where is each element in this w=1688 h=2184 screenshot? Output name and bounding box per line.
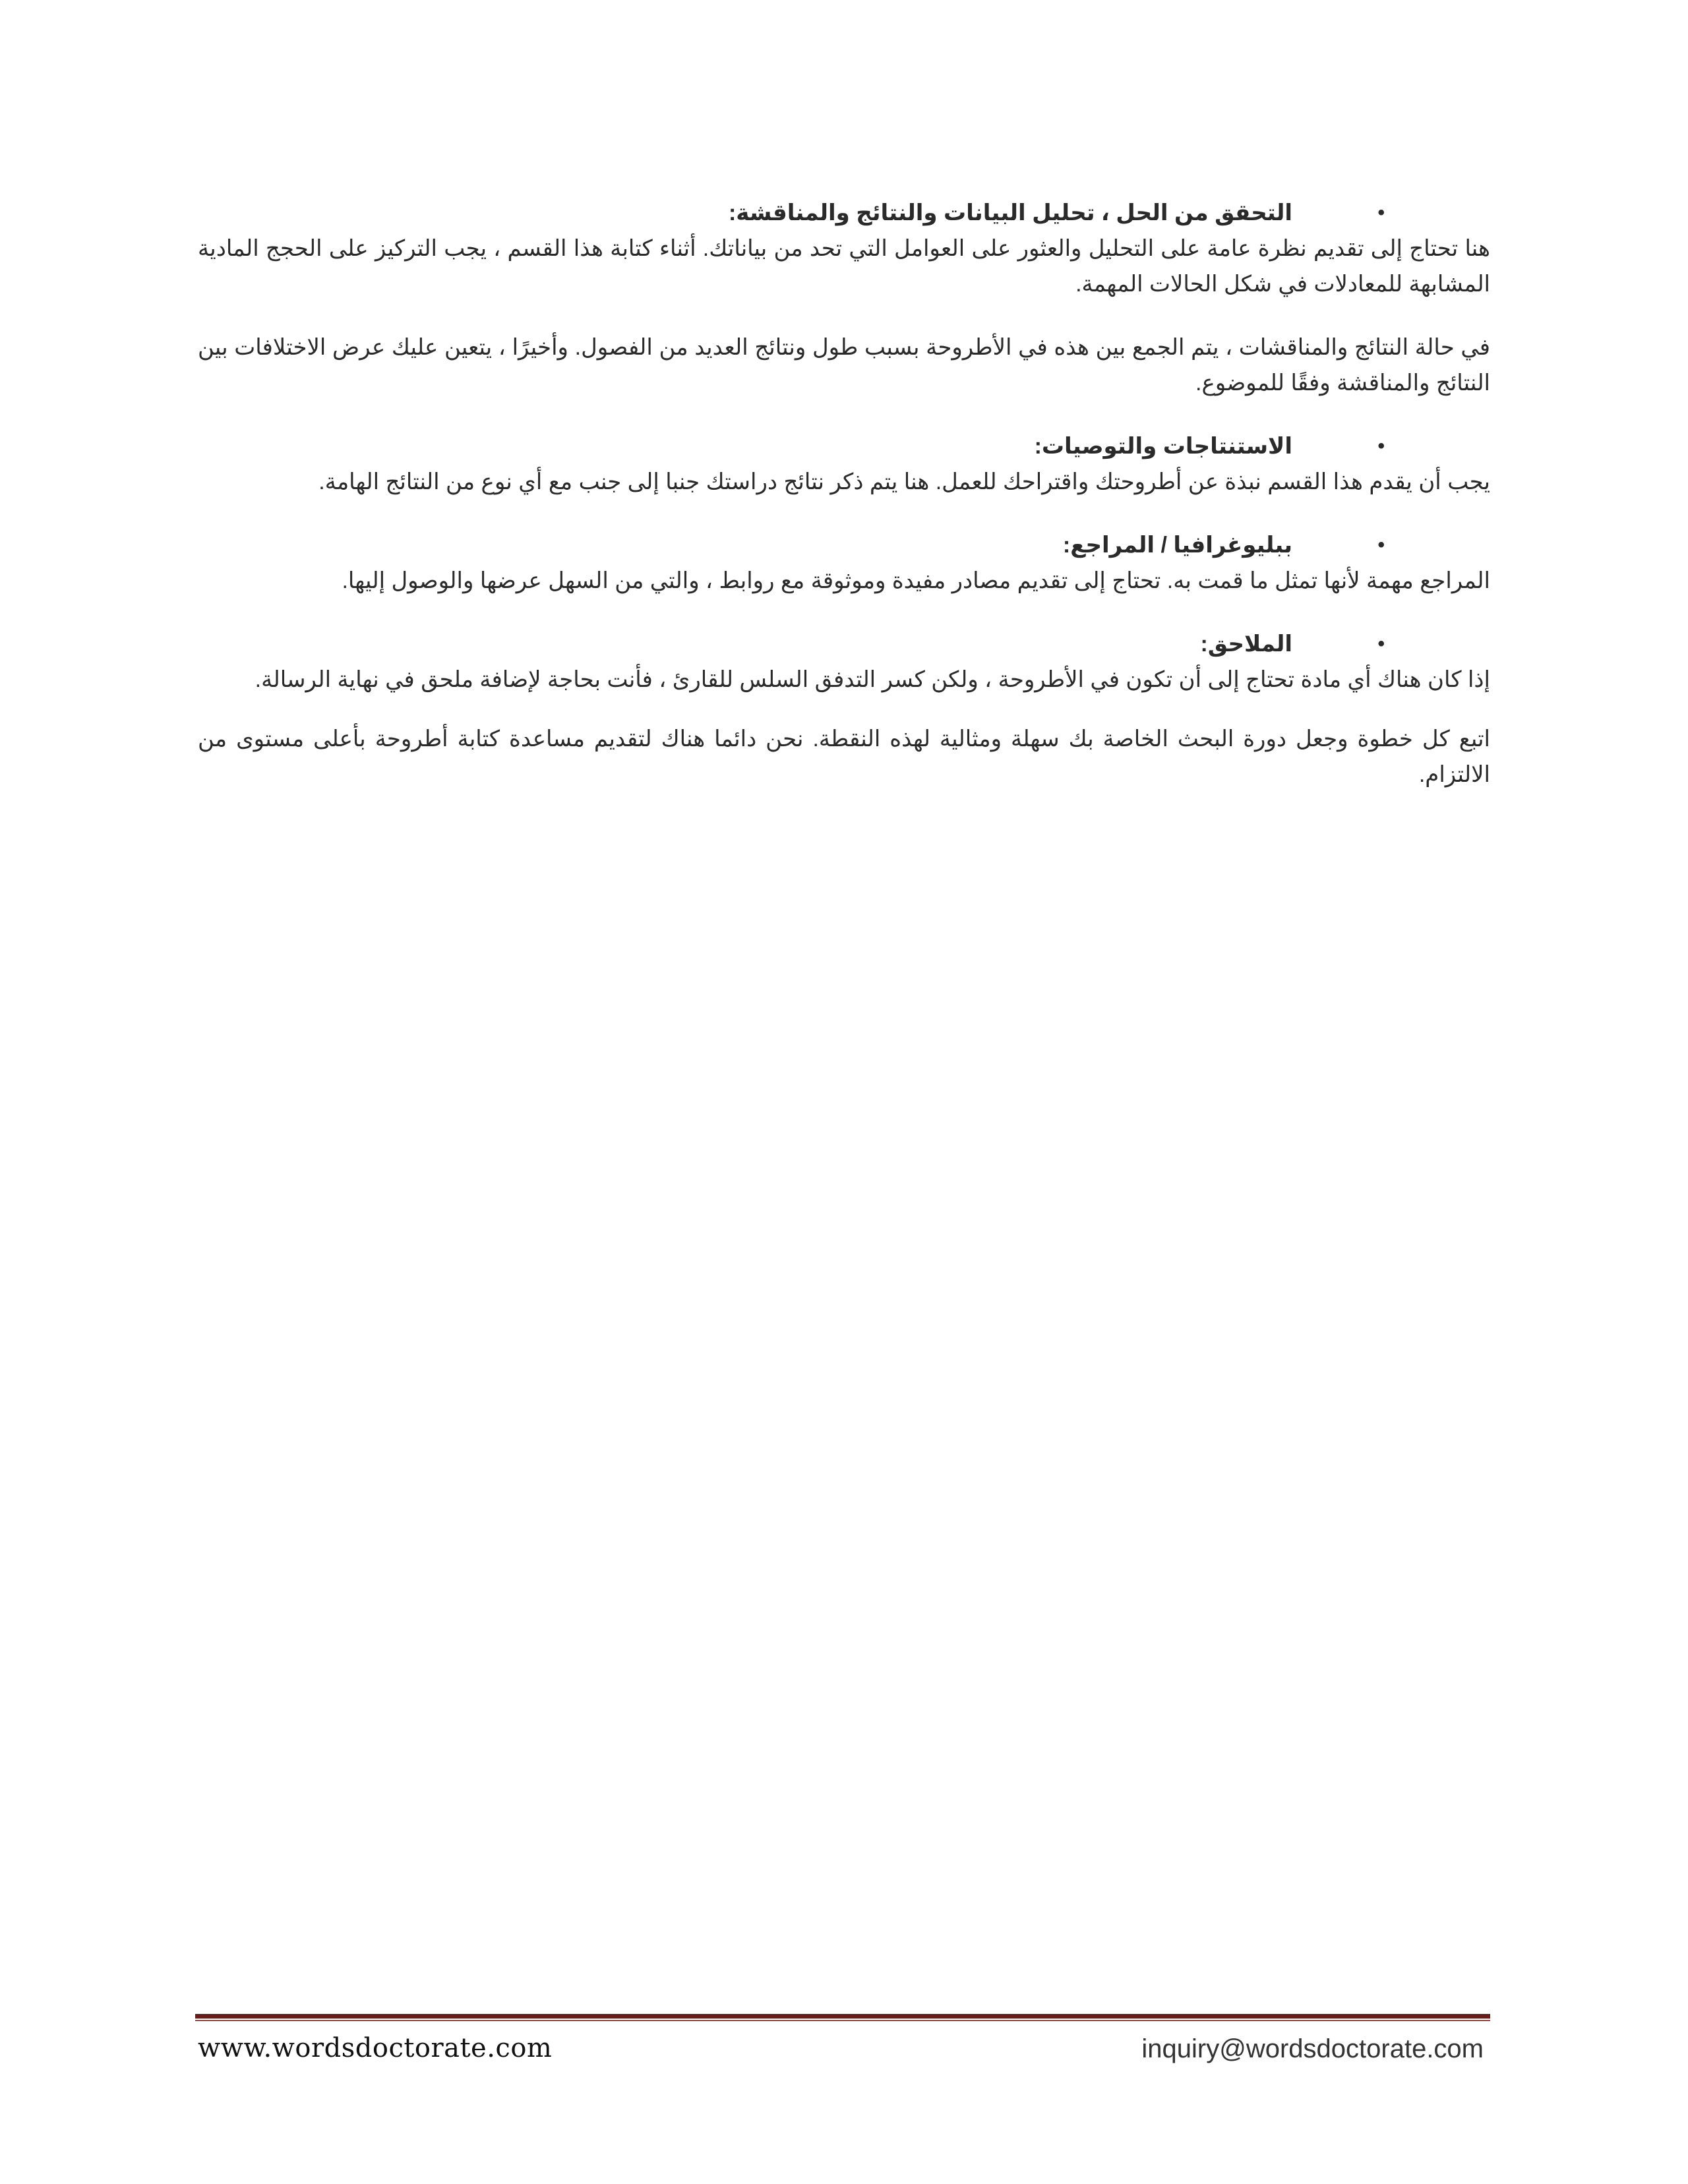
footer-website-link[interactable]: www.wordsdoctorate.com [198, 2033, 553, 2063]
document-body [198, 195, 1490, 820]
section-heading-text: التحقق من الحل ، تحليل البيانات والنتائج والمناقشة: [728, 200, 1292, 225]
section-appendices [198, 626, 1490, 792]
section-conclusions [198, 428, 1490, 500]
footer-divider [195, 2014, 1490, 2022]
section-heading [198, 527, 1490, 563]
paragraph: اتبع كل خطوة وجعل دورة البحث الخاصة بك سهلة ومثالية لهذه النقطة. نحن دائما هناك لتقديم مساعدة كتابة أطروحة بأعلى مستوى من الالتزام. [198, 726, 1490, 787]
section-heading [198, 195, 1490, 231]
section-verification [198, 195, 1490, 401]
section-heading-text: ببليوغرافيا / المراجع: [1062, 533, 1292, 558]
footer-divider-thin [195, 2020, 1490, 2021]
section-heading-text: الملاحق: [1200, 632, 1292, 657]
section-heading [198, 428, 1490, 464]
paragraph: المراجع مهمة لأنها تمثل ما قمت به. تحتاج إلى تقديم مصادر مفيدة وموثوقة مع روابط ، والتي من السهل عرضها والوصول إليها. [342, 568, 1490, 593]
bullet-icon: • [1377, 534, 1385, 556]
paragraph: في حالة النتائج والمناقشات ، يتم الجمع بين هذه في الأطروحة بسبب طول ونتائج العديد من الفصول. وأخيرًا ، يتعين عليك عرض الاختلافات بين النتائج والمناقشة وفقًا للموضوع. [198, 335, 1490, 396]
footer-email-link[interactable]: inquiry@wordsdoctorate.com [1141, 2034, 1484, 2063]
paragraph: يجب أن يقدم هذا القسم نبذة عن أطروحتك واقتراحك للعمل. هنا يتم ذكر نتائج دراستك جنبا إلى جنب مع أي نوع من النتائج الهامة. [318, 469, 1490, 494]
bullet-icon: • [1377, 633, 1385, 655]
bullet-icon: • [1377, 202, 1385, 223]
paragraph: إذا كان هناك أي مادة تحتاج إلى أن تكون في الأطروحة ، ولكن كسر التدفق السلس للقارئ ، فأنت بحاجة لإضافة ملحق في نهاية الرسالة. [255, 667, 1490, 692]
section-heading-text: الاستنتاجات والتوصيات: [1034, 434, 1292, 459]
section-heading [198, 626, 1490, 662]
paragraph: هنا تحتاج إلى تقديم نظرة عامة على التحليل والعثور على العوامل التي تحد من بياناتك. أثناء كتابة هذا القسم ، يجب التركيز على الحجج المادية المشابهة للمعادلات في شكل الحالات المهمة. [198, 236, 1490, 297]
bullet-icon: • [1377, 435, 1385, 457]
section-bibliography [198, 527, 1490, 599]
footer-divider-thick [195, 2014, 1490, 2019]
